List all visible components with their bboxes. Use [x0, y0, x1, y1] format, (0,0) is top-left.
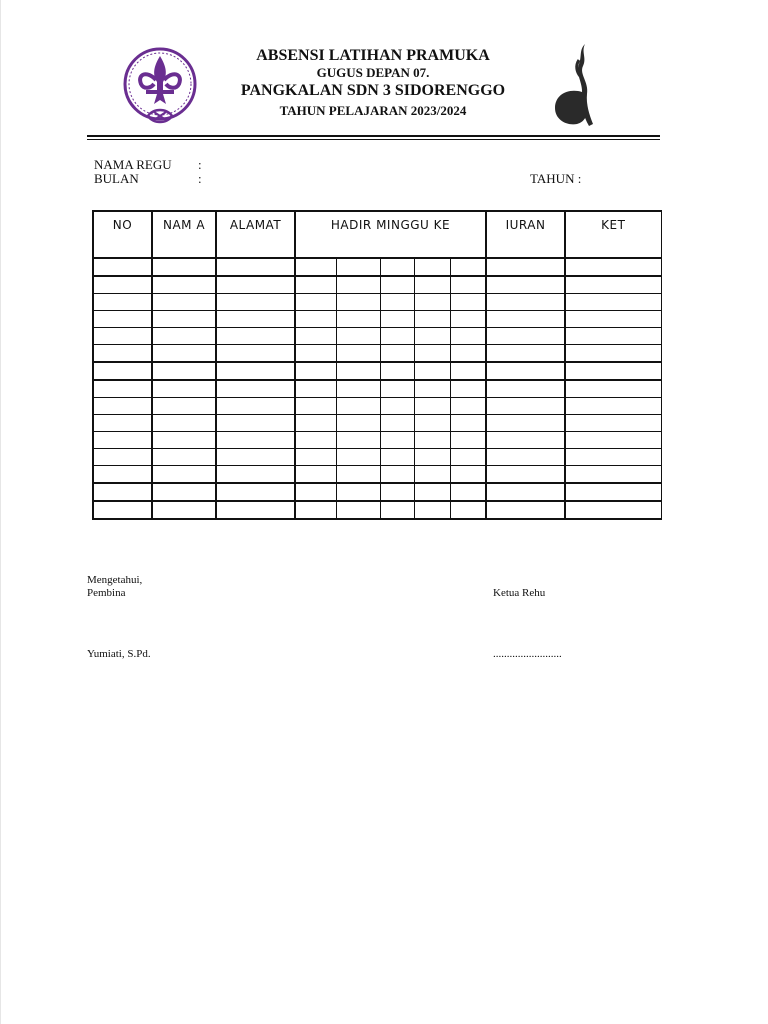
table-cell — [565, 328, 661, 345]
nama-regu-colon: : — [198, 157, 202, 172]
table-cell — [216, 432, 295, 449]
header-hadir-minggu-ke: HADIR MINGGU KE — [295, 211, 486, 258]
table-cell — [565, 294, 661, 311]
table-cell — [380, 345, 414, 363]
table-cell — [336, 345, 380, 363]
attendance-table — [92, 210, 662, 520]
table-cell — [380, 415, 414, 432]
table-cell — [565, 466, 661, 484]
table-cell — [216, 328, 295, 345]
table-row — [93, 415, 661, 432]
table-cell — [295, 362, 336, 380]
table-cell — [450, 328, 486, 345]
nama-regu-label: NAMA REGU — [94, 157, 172, 172]
table-cell — [450, 501, 486, 519]
table-cell — [380, 362, 414, 380]
table-cell — [295, 415, 336, 432]
header-iuran: IURAN — [486, 211, 565, 258]
table-row — [93, 432, 661, 449]
table-cell — [216, 483, 295, 501]
table-cell — [216, 415, 295, 432]
table-cell — [486, 415, 565, 432]
document-title: ABSENSI LATIHAN PRAMUKA — [256, 47, 490, 64]
table-cell — [450, 415, 486, 432]
table-cell — [336, 362, 380, 380]
table-cell — [565, 362, 661, 380]
table-cell — [414, 415, 450, 432]
bulan-label: BULAN — [94, 171, 139, 186]
table-cell — [414, 449, 450, 466]
table-cell — [295, 466, 336, 484]
table-cell — [380, 449, 414, 466]
table-cell — [486, 258, 565, 276]
table-cell — [93, 294, 152, 311]
table-cell — [216, 380, 295, 398]
table-cell — [486, 501, 565, 519]
table-row — [93, 449, 661, 466]
table-cell — [450, 380, 486, 398]
table-cell — [336, 311, 380, 328]
table-cell — [414, 432, 450, 449]
header-rule-thin — [87, 139, 660, 140]
table-cell — [152, 466, 216, 484]
table-cell — [336, 501, 380, 519]
table-row — [93, 294, 661, 311]
table-cell — [152, 449, 216, 466]
table-cell — [93, 258, 152, 276]
document-header — [201, 46, 545, 120]
table-cell — [380, 398, 414, 415]
table-cell — [152, 345, 216, 363]
table-cell — [336, 294, 380, 311]
table-cell — [336, 258, 380, 276]
table-cell — [152, 294, 216, 311]
table-cell — [450, 294, 486, 311]
table-cell — [216, 345, 295, 363]
table-row — [93, 258, 661, 276]
nama-regu-field — [94, 158, 202, 172]
bulan-colon: : — [198, 171, 202, 186]
table-cell — [93, 362, 152, 380]
header-no: NO — [93, 211, 152, 258]
table-cell — [414, 345, 450, 363]
table-cell — [93, 398, 152, 415]
table-cell — [414, 311, 450, 328]
table-cell — [295, 276, 336, 294]
table-cell — [93, 432, 152, 449]
table-cell — [93, 311, 152, 328]
table-row — [93, 345, 661, 363]
table-cell — [380, 311, 414, 328]
table-cell — [380, 294, 414, 311]
table-cell — [450, 449, 486, 466]
table-cell — [565, 432, 661, 449]
table-cell — [152, 328, 216, 345]
table-cell — [450, 398, 486, 415]
table-cell — [414, 328, 450, 345]
table-cell — [216, 449, 295, 466]
tunas-kelapa-icon — [549, 42, 601, 128]
table-cell — [336, 380, 380, 398]
table-cell — [152, 415, 216, 432]
table-cell — [152, 276, 216, 294]
table-cell — [295, 311, 336, 328]
table-row — [93, 328, 661, 345]
table-cell — [336, 432, 380, 449]
table-cell — [380, 501, 414, 519]
table-cell — [216, 311, 295, 328]
table-cell — [295, 449, 336, 466]
table-cell — [152, 432, 216, 449]
tahun-field — [530, 172, 581, 186]
table-cell — [380, 276, 414, 294]
table-cell — [295, 380, 336, 398]
table-cell — [565, 258, 661, 276]
header-ket: KET — [565, 211, 661, 258]
table-cell — [414, 294, 450, 311]
table-cell — [380, 483, 414, 501]
table-cell — [216, 258, 295, 276]
table-cell — [216, 501, 295, 519]
table-row — [93, 398, 661, 415]
table-cell — [152, 501, 216, 519]
table-cell — [216, 294, 295, 311]
table-cell — [152, 380, 216, 398]
table-cell — [93, 345, 152, 363]
table-cell — [486, 466, 565, 484]
table-cell — [414, 398, 450, 415]
table-cell — [565, 345, 661, 363]
table-cell — [486, 483, 565, 501]
table-cell — [295, 432, 336, 449]
table-cell — [565, 380, 661, 398]
table-cell — [486, 276, 565, 294]
table-cell — [152, 311, 216, 328]
table-cell — [565, 449, 661, 466]
table-row — [93, 276, 661, 294]
table-cell — [414, 362, 450, 380]
table-cell — [216, 398, 295, 415]
table-cell — [336, 449, 380, 466]
pembina-name: Yumiati, S.Pd. — [87, 648, 151, 660]
table-cell — [565, 311, 661, 328]
table-cell — [414, 466, 450, 484]
school-year: TAHUN PELAJARAN 2023/2024 — [279, 103, 467, 118]
table-cell — [93, 449, 152, 466]
table-cell — [450, 362, 486, 380]
table-cell — [450, 432, 486, 449]
table-cell — [450, 345, 486, 363]
table-cell — [565, 501, 661, 519]
table-cell — [380, 432, 414, 449]
header-nama: NAM A — [152, 211, 216, 258]
header-alamat: ALAMAT — [216, 211, 295, 258]
table-cell — [414, 483, 450, 501]
table-cell — [450, 258, 486, 276]
ketua-name-placeholder: ......................... — [493, 648, 562, 660]
tahun-label: TAHUN : — [530, 171, 582, 186]
table-cell — [93, 501, 152, 519]
table-cell — [565, 276, 661, 294]
table-cell — [486, 398, 565, 415]
bulan-field — [94, 172, 202, 186]
table-cell — [295, 345, 336, 363]
table-cell — [295, 501, 336, 519]
document-subtitle: GUGUS DEPAN 07. — [316, 65, 430, 80]
table-cell — [486, 311, 565, 328]
table-cell — [93, 380, 152, 398]
table-row — [93, 362, 661, 380]
table-cell — [295, 294, 336, 311]
table-cell — [486, 432, 565, 449]
table-row — [93, 466, 661, 484]
table-cell — [414, 276, 450, 294]
table-cell — [565, 398, 661, 415]
ketua-rehu-label: Ketua Rehu — [493, 587, 546, 599]
table-cell — [216, 276, 295, 294]
table-cell — [295, 328, 336, 345]
table-cell — [336, 415, 380, 432]
table-cell — [450, 466, 486, 484]
table-cell — [93, 328, 152, 345]
table-cell — [295, 398, 336, 415]
table-row — [93, 483, 661, 501]
table-cell — [93, 466, 152, 484]
table-cell — [93, 276, 152, 294]
pembina-label: Pembina — [87, 587, 126, 599]
table-cell — [152, 362, 216, 380]
table-cell — [565, 483, 661, 501]
table-cell — [380, 328, 414, 345]
table-header-row — [93, 211, 661, 258]
table-cell — [216, 466, 295, 484]
table-cell — [152, 258, 216, 276]
scout-emblem-icon — [121, 44, 199, 128]
table-cell — [486, 362, 565, 380]
table-cell — [414, 258, 450, 276]
table-cell — [380, 466, 414, 484]
table-cell — [486, 380, 565, 398]
table-cell — [216, 362, 295, 380]
table-cell — [380, 258, 414, 276]
table-cell — [414, 501, 450, 519]
table-row — [93, 501, 661, 519]
table-cell — [295, 483, 336, 501]
table-cell — [93, 483, 152, 501]
table-cell — [336, 466, 380, 484]
table-cell — [450, 483, 486, 501]
table-row — [93, 311, 661, 328]
table-cell — [414, 380, 450, 398]
table-cell — [450, 276, 486, 294]
table-cell — [152, 398, 216, 415]
table-cell — [336, 398, 380, 415]
table-cell — [152, 483, 216, 501]
school-name: PANGKALAN SDN 3 SIDORENGGO — [240, 82, 506, 99]
table-cell — [336, 328, 380, 345]
table-cell — [450, 311, 486, 328]
table-cell — [486, 294, 565, 311]
table-row — [93, 380, 661, 398]
table-cell — [336, 276, 380, 294]
table-cell — [93, 415, 152, 432]
table-cell — [486, 449, 565, 466]
table-cell — [295, 258, 336, 276]
table-cell — [486, 345, 565, 363]
header-rule-thick — [87, 135, 660, 137]
mengetahui-label: Mengetahui, — [87, 574, 143, 586]
table-cell — [486, 328, 565, 345]
table-cell — [380, 380, 414, 398]
table-cell — [565, 415, 661, 432]
table-cell — [336, 483, 380, 501]
